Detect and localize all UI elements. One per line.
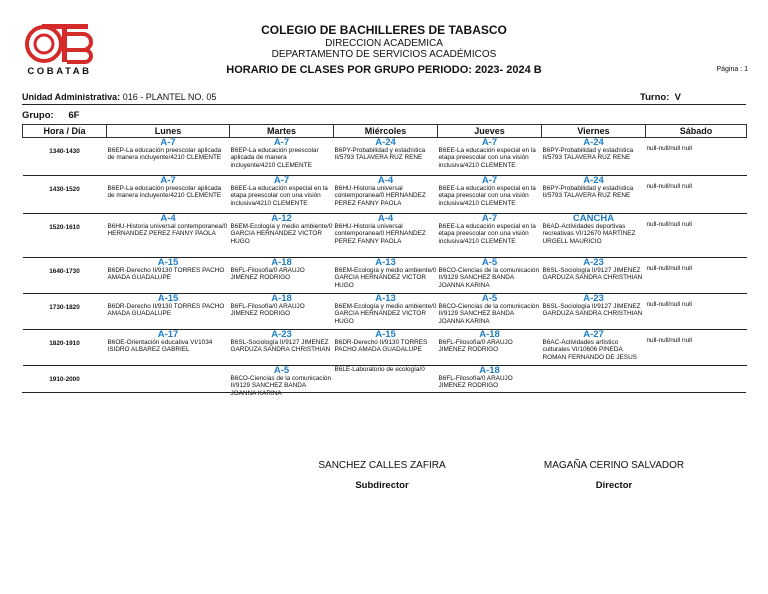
class-cell bbox=[107, 330, 230, 366]
room-label: A-13 bbox=[375, 257, 396, 268]
room-label: A-4 bbox=[160, 213, 176, 224]
room-label: A-15 bbox=[375, 329, 396, 340]
time-slot: 1910-2000 bbox=[23, 366, 107, 408]
class-cell bbox=[107, 258, 230, 294]
schedule-row bbox=[23, 330, 747, 366]
column-header: Viernes bbox=[542, 125, 646, 138]
turno-line bbox=[640, 92, 681, 103]
schedule-table bbox=[22, 124, 747, 408]
subject-teacher: B6EP-La educación preescolar aplicada de manera incluyente/4210 CLEMENTE bbox=[107, 185, 222, 200]
logo-text: COBATAB bbox=[27, 66, 92, 77]
subject-teacher: B6EM-Ecología y medio ambiente/0 GARCIA HERNANDEZ VICTOR HUGO bbox=[334, 303, 437, 325]
schedule-row bbox=[23, 294, 747, 330]
class-cell bbox=[334, 138, 438, 176]
subject-teacher: B6EM-Ecología y medio ambiente/0 GARCIA HERNANDEZ VICTOR HUGO bbox=[230, 223, 333, 245]
saturday-cell: null-null/null null bbox=[646, 258, 747, 294]
subject-teacher: B6FL-Filosofía/0 ARAUJO JIMENEZ RODRIGO bbox=[230, 303, 305, 318]
room-label: A-4 bbox=[377, 175, 394, 186]
room-label: A-24 bbox=[583, 175, 604, 186]
column-header: Miércoles bbox=[334, 125, 438, 138]
class-cell bbox=[438, 214, 542, 258]
signature-name-director: MAGAÑA CERINO SALVADOR bbox=[543, 460, 685, 471]
class-cell bbox=[230, 330, 334, 366]
class-cell bbox=[542, 176, 646, 214]
class-cell bbox=[230, 214, 334, 258]
class-cell bbox=[334, 214, 438, 258]
room-label: A-4 bbox=[377, 213, 394, 224]
room-label: A-18 bbox=[479, 365, 500, 376]
signature-title-director: Director bbox=[595, 480, 633, 491]
subject-teacher: B6EM-Ecología y medio ambiente/0 GARCIA HERNANDEZ VICTOR HUGO bbox=[334, 267, 437, 289]
subject-teacher: B6DR-Derecho II/9130 TORRES PACHO AMADA GUADALUPE bbox=[334, 339, 428, 354]
class-cell bbox=[542, 138, 646, 176]
grupo-line bbox=[22, 110, 79, 121]
class-cell bbox=[230, 176, 334, 214]
turno-label: Turno: bbox=[640, 92, 670, 103]
saturday-cell bbox=[646, 366, 747, 408]
subject-teacher: B6CO-Ciencias de la comunicación II/9129 SANCHEZ BANDA JOANNA KARINA bbox=[230, 375, 332, 397]
room-label: A-24 bbox=[375, 137, 396, 148]
class-cell bbox=[542, 366, 646, 408]
class-cell bbox=[107, 176, 230, 214]
subject-teacher: B6EP-La educación preescolar aplicada de manera incluyente/4210 CLEMENTE bbox=[230, 147, 319, 169]
room-label: A-24 bbox=[583, 137, 604, 148]
room-label: A-27 bbox=[583, 329, 604, 340]
direction-name: DIRECCION ACADEMICA bbox=[325, 38, 443, 49]
class-cell bbox=[107, 138, 230, 176]
signature-title-subdirector: Subdirector bbox=[355, 480, 409, 491]
room-label: A-12 bbox=[271, 213, 292, 224]
time-slot: 1340-1430 bbox=[23, 138, 107, 176]
subject-teacher: B6FL-Filosofía/0 ARAUJO JIMENEZ RODRIGO bbox=[438, 375, 513, 390]
subject-teacher: B6HU-Historia universal contemporanea/0 HERNANDEZ PEREZ FANNY PAOLA bbox=[334, 223, 426, 245]
subject-teacher: B6CO-Ciencias de la comunicación II/9129 SANCHEZ BANDA JOANNA KARINA bbox=[438, 303, 540, 325]
subject-teacher: B6AC-Actividades artístico culturales VI/10606 PINEDA ROMAN FERNANDO DE JESUS bbox=[542, 339, 637, 361]
turno-value: V bbox=[674, 92, 681, 103]
class-cell bbox=[334, 294, 438, 330]
room-label: A-7 bbox=[481, 213, 498, 224]
bottom-divider bbox=[22, 392, 746, 393]
subject-teacher: B6HU-Historia universal contemporanea/0 HERNANDEZ PEREZ FANNY PAOLA bbox=[107, 223, 228, 238]
class-cell bbox=[230, 138, 334, 176]
subject-teacher: B6DR-Derecho II/9130 TORRES PACHO AMADA GUADALUPE bbox=[107, 267, 225, 282]
room-label: A-7 bbox=[481, 137, 498, 148]
class-cell bbox=[107, 366, 230, 408]
schedule-row bbox=[23, 366, 747, 408]
subject-teacher: B6DR-Derecho II/9130 TORRES PACHO AMADA GUADALUPE bbox=[107, 303, 225, 318]
subject-teacher: B6EP-La educación preescolar aplicada de manera incluyente/4210 CLEMENTE bbox=[107, 147, 222, 162]
class-cell bbox=[438, 176, 542, 214]
header-row bbox=[23, 125, 747, 138]
saturday-cell: null-null/null null bbox=[646, 176, 747, 214]
schedule-row bbox=[23, 258, 747, 294]
room-label: A-23 bbox=[583, 293, 604, 304]
subject-teacher: B6LE-Laboratorio de ecología/0 bbox=[334, 366, 425, 373]
grupo-value: 6F bbox=[68, 110, 80, 121]
room-label: A-23 bbox=[271, 329, 292, 340]
class-cell bbox=[107, 214, 230, 258]
room-label: A-7 bbox=[481, 175, 498, 186]
subject-teacher: B6OE-Orientación educativa VI/1034 ISIDRO ALBAREZ GABRIEL bbox=[107, 339, 213, 354]
unidad-value: 016 - PLANTEL NO. 05 bbox=[122, 92, 217, 102]
subject-teacher: B6EE-La educación especial en la etapa preescolar con una visión inclusiva/4210 CLEMENTE bbox=[438, 147, 536, 169]
saturday-cell: null-null/null null bbox=[646, 294, 747, 330]
subject-teacher: B6SL-Sociología II/9127 JIMENEZ GARDUZA SANDRA CHRISTHIAN bbox=[230, 339, 331, 354]
subject-teacher: B6FL-Filosofía/0 ARAUJO JIMENEZ RODRIGO bbox=[438, 339, 513, 354]
class-cell bbox=[230, 258, 334, 294]
room-label: A-5 bbox=[273, 365, 290, 376]
room-label: A-18 bbox=[271, 293, 292, 304]
document-title: HORARIO DE CLASES POR GRUPO PERIODO: 2023- 2024 B bbox=[226, 64, 542, 76]
grupo-label: Grupo: bbox=[22, 110, 54, 121]
class-cell bbox=[334, 330, 438, 366]
subject-teacher: B6AD-Actividades deportivas recreativas VI/12670 MARTINEZ URGELL MAURICIO bbox=[542, 223, 636, 245]
class-cell bbox=[230, 294, 334, 330]
class-cell bbox=[334, 258, 438, 294]
time-slot: 1430-1520 bbox=[23, 176, 107, 214]
class-cell bbox=[438, 138, 542, 176]
room-label: A-18 bbox=[479, 329, 500, 340]
subject-teacher: B6FL-Filosofía/0 ARAUJO JIMENEZ RODRIGO bbox=[230, 267, 305, 282]
class-cell bbox=[542, 330, 646, 366]
room-label: A-15 bbox=[157, 257, 179, 268]
room-label: A-7 bbox=[273, 137, 290, 148]
room-label: A-17 bbox=[157, 329, 179, 340]
subject-teacher: B6CO-Ciencias de la comunicación II/9129 SANCHEZ BANDA JOANNA KARINA bbox=[438, 267, 540, 289]
subject-teacher: B6EE-La educación especial en la etapa preescolar con una visión inclusiva/4210 CLEMENTE bbox=[438, 185, 536, 207]
room-label: A-5 bbox=[481, 293, 498, 304]
time-slot: 1820-1910 bbox=[23, 330, 107, 366]
room-label: A-15 bbox=[157, 293, 179, 304]
schedule-row bbox=[23, 176, 747, 214]
subject-teacher: B6PY-Probabilidad y estadística II/5793 TALAVERA RUZ RENE bbox=[542, 147, 634, 162]
room-label: A-13 bbox=[375, 293, 396, 304]
department-name: DEPARTAMENTO DE SERVICIOS ACADÉMICOS bbox=[271, 49, 497, 60]
subject-teacher: B6SL-Sociología II/9127 JIMENEZ GARDUZA SANDRA CHRISTHIAN bbox=[542, 303, 643, 318]
saturday-cell: null-null/null null bbox=[646, 214, 747, 258]
column-header: Lunes bbox=[107, 125, 230, 138]
class-cell bbox=[230, 366, 334, 408]
unidad-line bbox=[22, 92, 216, 102]
subject-teacher: B6PY-Probabilidad y estadística II/5793 TALAVERA RUZ RENE bbox=[542, 185, 634, 200]
room-label: A-7 bbox=[273, 175, 290, 186]
time-slot: 1640-1730 bbox=[23, 258, 107, 294]
saturday-cell: null-null/null null bbox=[646, 138, 747, 176]
class-cell bbox=[334, 176, 438, 214]
room-label: A-7 bbox=[160, 175, 176, 186]
room-label: A-7 bbox=[160, 137, 176, 148]
class-cell bbox=[334, 366, 438, 408]
room-label: CANCHA bbox=[572, 213, 615, 224]
saturday-cell: null-null/null null bbox=[646, 330, 747, 366]
column-header: Sábado bbox=[646, 125, 747, 138]
subject-teacher: B6EE-La educación especial en la etapa preescolar con una visión inclusiva/4210 CLEMENTE bbox=[230, 185, 328, 207]
subject-teacher: B6EE-La educación especial en la etapa preescolar con una visión inclusiva/4210 CLEMENTE bbox=[438, 223, 536, 245]
class-cell bbox=[438, 294, 542, 330]
subject-teacher: B6PY-Probabilidad y estadística II/5793 TALAVERA RUZ RENE bbox=[334, 147, 426, 162]
class-cell bbox=[438, 258, 542, 294]
room-label: A-23 bbox=[583, 257, 604, 268]
class-cell bbox=[107, 294, 230, 330]
schedule-row bbox=[23, 138, 747, 176]
schedule-row bbox=[23, 214, 747, 258]
page-number: Página : 1 bbox=[716, 66, 748, 73]
subject-teacher: B6HU-Historia universal contemporanea/0 HERNANDEZ PEREZ FANNY PAOLA bbox=[334, 185, 426, 207]
column-header: Hora / Día bbox=[23, 125, 107, 138]
room-label: A-5 bbox=[481, 257, 498, 268]
class-cell bbox=[542, 214, 646, 258]
column-header: Martes bbox=[230, 125, 334, 138]
column-header: Jueves bbox=[438, 125, 542, 138]
class-cell bbox=[542, 294, 646, 330]
class-cell bbox=[438, 330, 542, 366]
class-cell bbox=[438, 366, 542, 408]
room-label: A-18 bbox=[271, 257, 292, 268]
class-cell bbox=[542, 258, 646, 294]
unidad-label: Unidad Administrativa: bbox=[22, 92, 121, 102]
institution-name: COLEGIO DE BACHILLERES DE TABASCO bbox=[261, 23, 507, 37]
divider bbox=[22, 104, 746, 105]
time-slot: 1520-1610 bbox=[23, 214, 107, 258]
time-slot: 1730-1820 bbox=[23, 294, 107, 330]
subject-teacher: B6SL-Sociología II/9127 JIMENEZ GARDUZA SANDRA CHRISTHIAN bbox=[542, 267, 643, 282]
signature-name-subdirector: SANCHEZ CALLES ZAFIRA bbox=[318, 460, 446, 471]
